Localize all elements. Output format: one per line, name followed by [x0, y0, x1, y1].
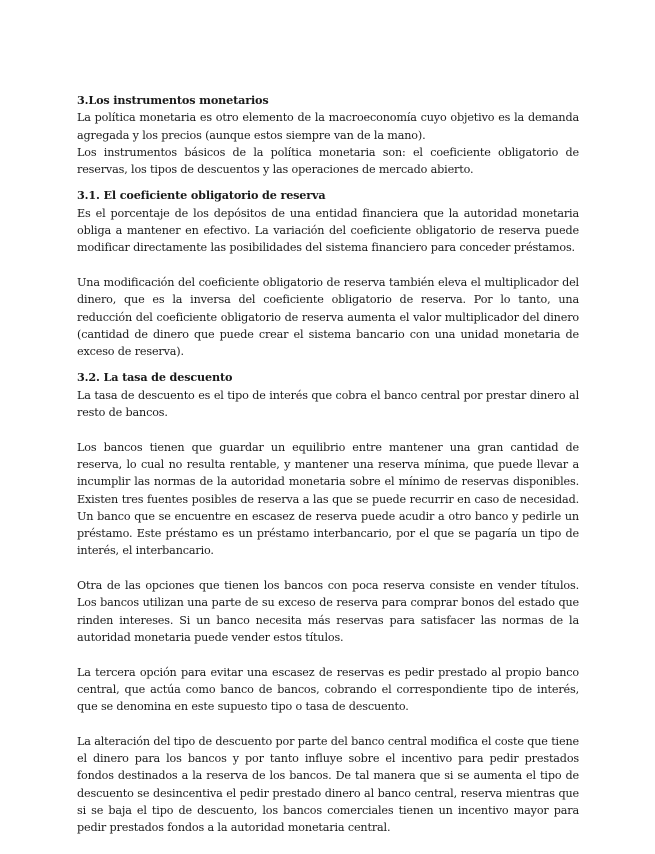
section-3-2-paragraph-1: La tasa de descuento es el tipo de interés que cobra el banco central por prestar dinero al resto de bancos.	[77, 388, 579, 420]
section-3-2-paragraph-2: Los bancos tienen que guardar un equilibrio entre mantener una gran cantidad de reserva, lo cual no resulta rentable, y mantener una reserva mínima, que puede llevar a incumplir las normas de la autoridad monetaria sobre el mínimo de reservas disponibles. Existen tres fuentes posibles de reserva a las que se puede recurrir en caso de necesidad. Un banco que se encuentre en escasez de reserva puede acudir a otro banco y pedirle un préstamo. Este préstamo es un préstamo interbancario, por el que se pagaría un tipo de interés, el interbancario.	[77, 440, 579, 558]
section-3-2-heading: 3.2. La tasa de descuento	[77, 370, 233, 385]
section-3-1-paragraph-2: Una modificación del coeficiente obligatorio de reserva también eleva el multiplicador del dinero, que es la inversa del coeficiente obligatorio de reserva. Por lo tanto, una reducción del coeficiente obligatorio de reserva aumenta el valor multiplicador del dinero (cantidad de dinero que puede crear el sistema bancario con una unidad monetaria de exceso de reserva).	[77, 275, 579, 359]
document-page	[77, 92, 579, 854]
section-3-paragraph-1: La política monetaria es otro elemento de la macroeconomía cuyo objetivo es la demanda agregada y los precios (aunque estos siempre van de la mano).	[77, 111, 579, 142]
section-3-heading: 3.Los instrumentos monetarios	[77, 93, 269, 107]
section-3-1-heading: 3.1. El coeficiente obligatorio de reserva	[77, 188, 326, 203]
section-3-1-paragraph-1: Es el porcentaje de los depósitos de una entidad financiera que la autoridad monetaria obliga a mantener en efectivo. La variación del coeficiente obligatorio de reserva puede modificar directamente las posibilidades del sistema financiero para conceder préstamos.	[77, 206, 579, 255]
section-3-2-paragraph-3: Otra de las opciones que tienen los bancos con poca reserva consiste en vender títulos. Los bancos utilizan una parte de su exceso de reserva para comprar bonos del estado que rinden intereses. Si un banco necesita más reservas para satisfacer las normas de la autoridad monetaria puede vender estos títulos.	[77, 579, 579, 644]
section-3-2-paragraph-4: La tercera opción para evitar una escasez de reservas es pedir prestado al propio banco central, que actúa como banco de bancos, cobrando el correspondiente tipo de interés, que se denomina en este supuesto tipo o tasa de descuento.	[77, 665, 579, 714]
section-3-paragraph-2: Los instrumentos básicos de la política monetaria son: el coeficiente obligatorio de reservas, los tipos de descuentos y las operaciones de mercado abierto.	[77, 145, 579, 177]
section-3-2-paragraph-5: La alteración del tipo de descuento por parte del banco central modifica el coste que tiene el dinero para los bancos y por tanto influye sobre el incentivo para pedir prestados fondos destinados a la reserva de los bancos. De tal manera que si se aumenta el tipo de descuento se desincentiva el pedir prestado dinero al banco central, reserva mientras que si se baja el tipo de descuento, los bancos comerciales tienen un incentivo mayor para pedir prestados fondos a la autoridad monetaria central.	[77, 734, 579, 835]
